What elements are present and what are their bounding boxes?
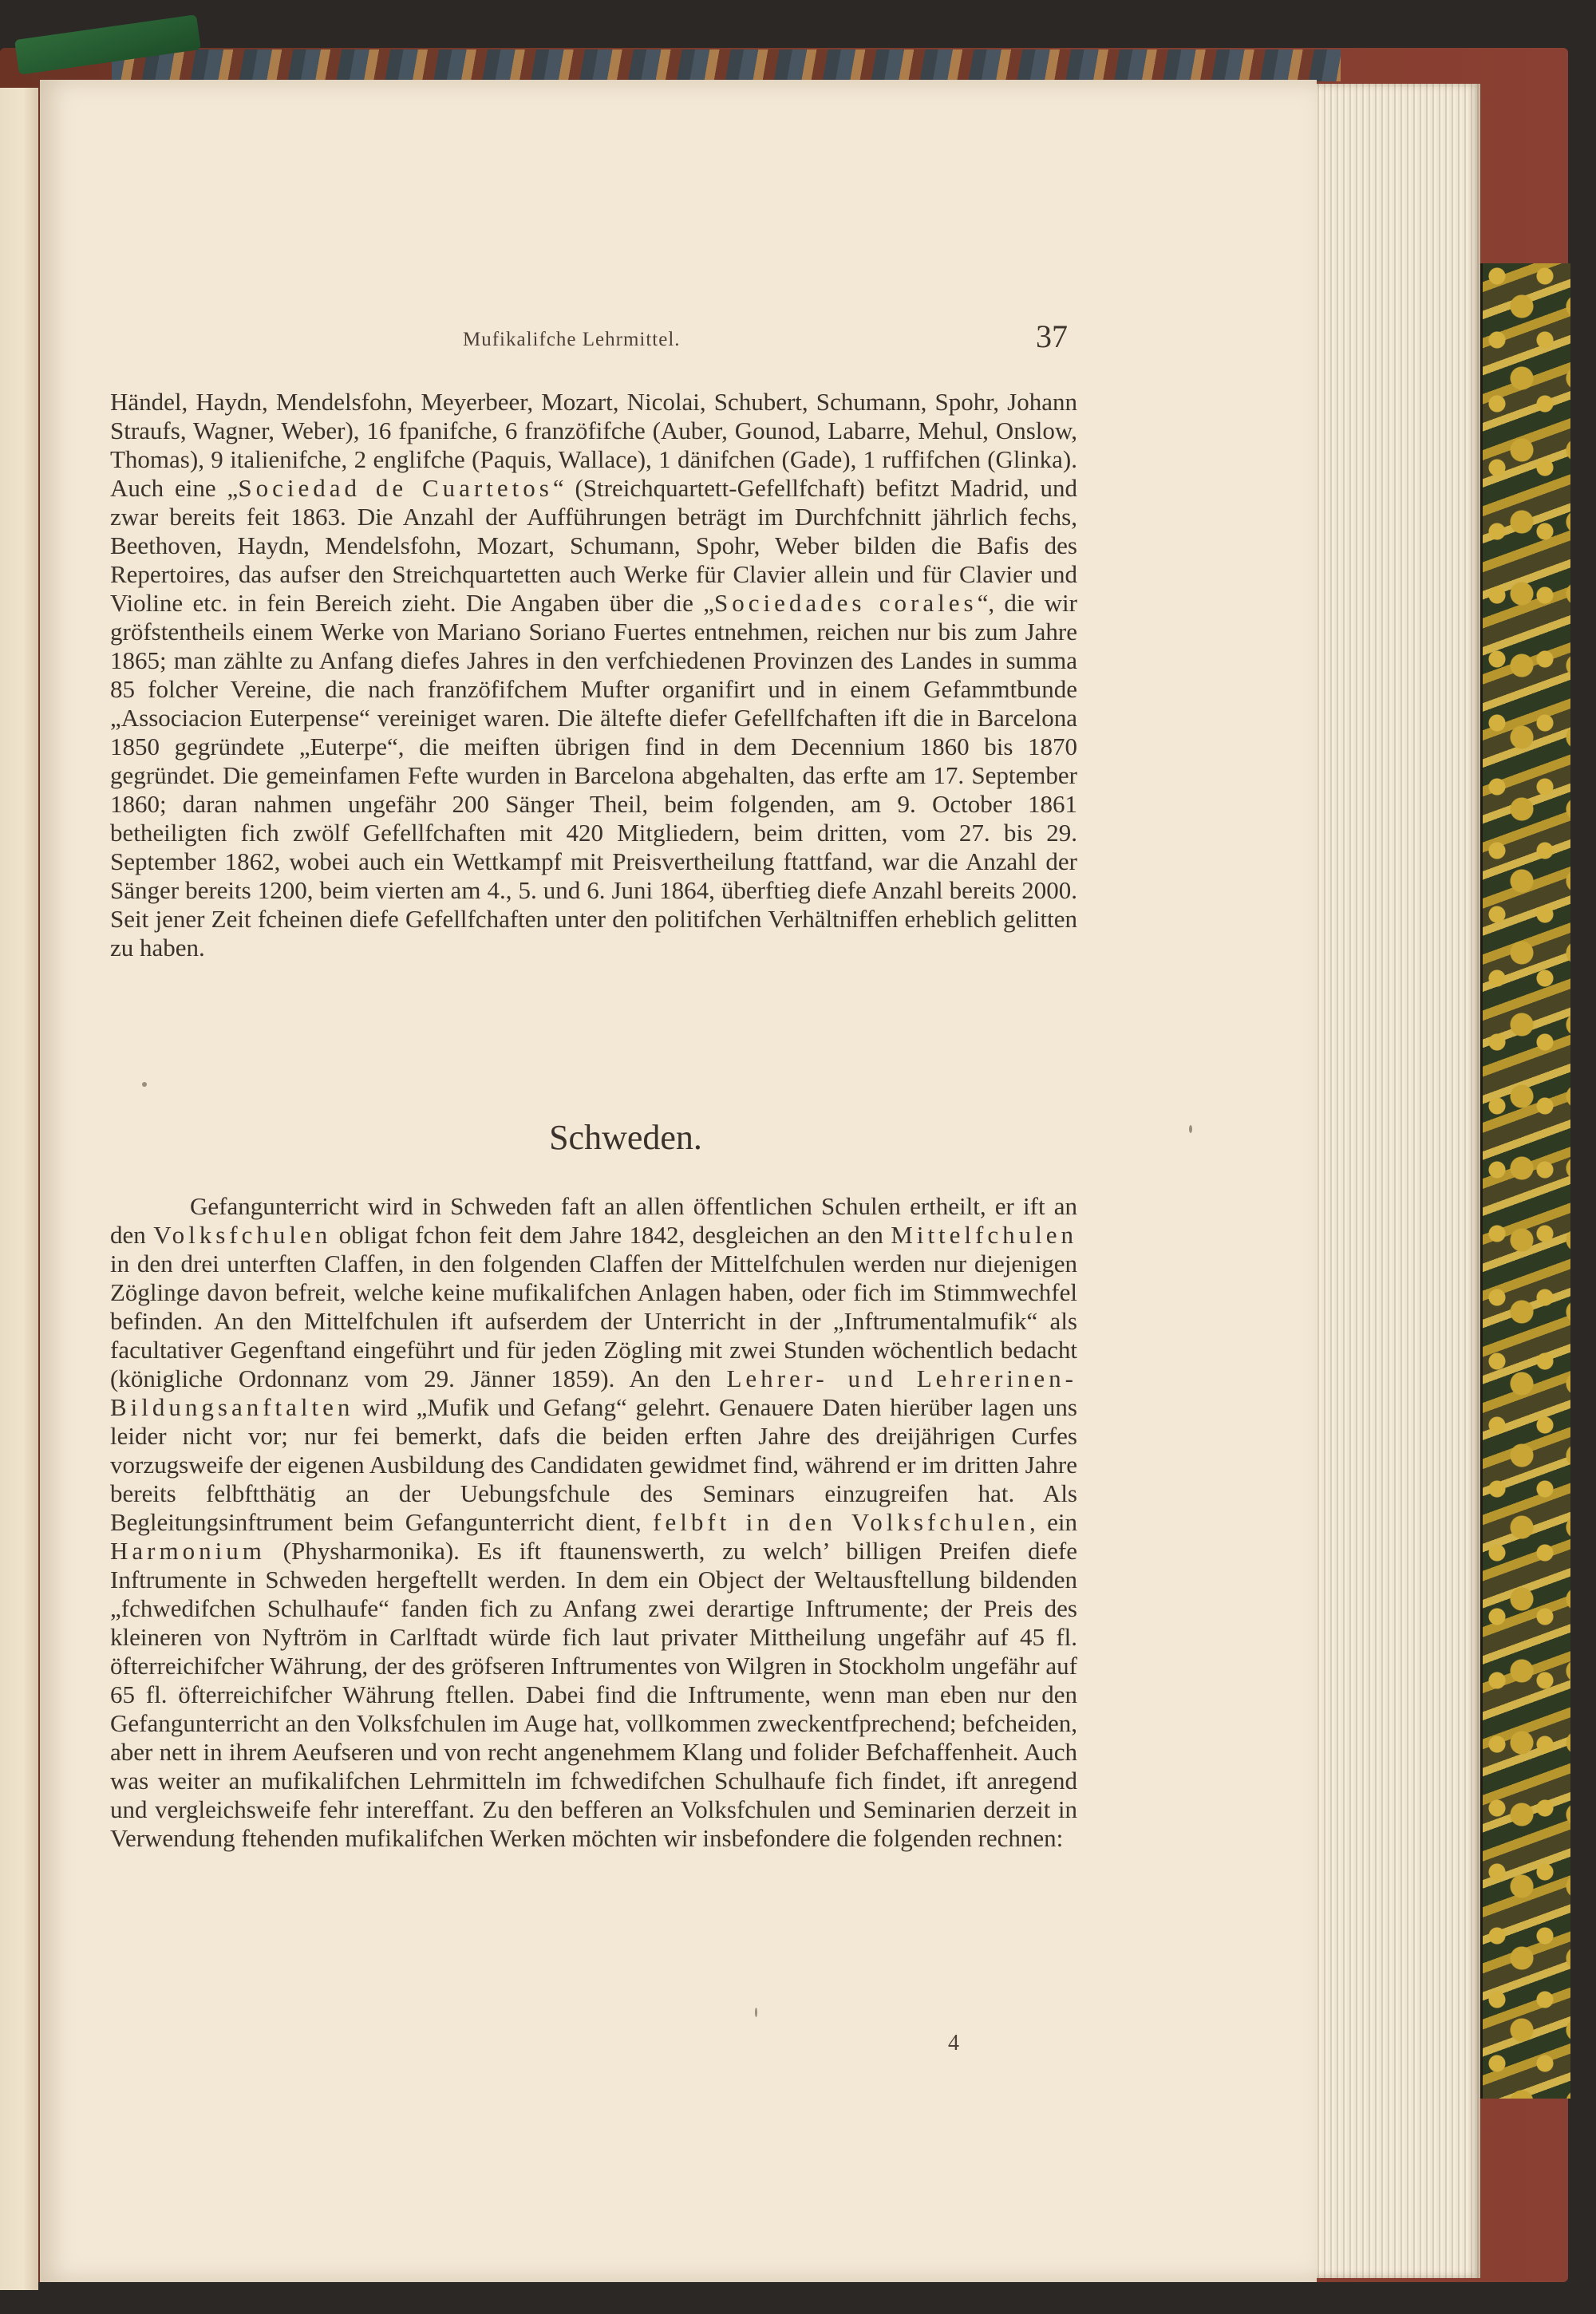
- emphasis-spaced: Volksfchulen: [153, 1221, 332, 1249]
- section-heading-text: Schweden.: [549, 1118, 702, 1157]
- section-heading: [40, 1117, 1317, 1158]
- emphasis-spaced: Sociedad de Cuartetos: [238, 474, 553, 502]
- emphasis-spaced: Harmonium: [110, 1537, 266, 1565]
- text-run: “ (Streichquartett-Gefellfchaft) befitzt Madrid, und zwar bereits feit 1863. Die Anzahl der Aufführungen beträgt im Durchfchnitt jährlich fechs, Beethoven, Haydn, Mendelsfohn, Mozart, Schumann, Spohr, Weber bilden die Bafis des Repertoires, das aufser den Streichquartetten auch Werke für Clavier allein und für Clavier und Violine etc. in fein Bereich zieht. Die Angaben über die „: [110, 474, 1078, 617]
- page-block-edge: [1309, 84, 1480, 2278]
- page-number: 37: [1036, 318, 1068, 354]
- text-run: “, die wir gröfstentheils einem Werke von Mariano Soriano Fuertes entnehmen, reichen nur bis zum Jahre 1865; man zählte zu Anfang diefes Jahres in den verfchiedenen Provinzen des Landes in summa 85 folcher Vereine, die nach franzöfifchem Mufter organifirt und in einem Gefammtbunde „Associacion Euterpense“ vereiniget waren. Die ältefte diefer Gefellfchaften ift die in Barcelona 1850 gegründete „Euterpe“, die meiften übrigen find in dem Decennium 1860 bis 1870 gegründet. Die gemeinfamen Fefte wurden in Barcelona abgehalten, das erfte am 17. September 1860; daran nahmen ungefähr 200 Sänger Theil, beim folgenden, am 9. October 1861 betheiligten fich zwölf Gefellfchaften mit 420 Mitgliedern, beim dritten, vom 27. bis 29. September 1862, wobei auch ein Wettkampf mit Preisvertheilung ftattfand, war die Anzahl der Sänger bereits 1200, beim vierten am 4., 5. und 6. Juni 1864, überftieg diefe Anzahl bereits 2000. Seit jener Zeit fcheinen diefe Gefellfchaften unter den politifchen Verhältniffen erheblich gelitten zu haben.: [110, 589, 1077, 962]
- paper-speck: [142, 1082, 147, 1087]
- emphasis-spaced: Mittelfchulen: [891, 1221, 1077, 1249]
- paragraph-spain-societies: [110, 388, 1077, 962]
- text-run: Gefangunterricht wird in Schweden faft an allen öffentlichen Schulen ertheilt, er ift an den: [110, 1192, 1077, 1249]
- emphasis-spaced: Lehrer- und Lehrerinen-Bildungsanftalten: [110, 1364, 1077, 1421]
- emphasis-spaced: Sociedades corales: [713, 589, 978, 617]
- marbled-cover-edge: [112, 49, 1341, 81]
- text-run: wird „Mufik und Gefang“ gelehrt. Genauere Daten hierüber lagen uns leider nicht vor; nur fei bemerkt, dafs die beiden erften Jahre des dreijährigen Curfes vorzugsweife der eigenen Ausbildung des Candidaten gewidmet find, während er im dritten Jahre bereits felbftthätig an der Uebungsfchule des Seminars einzugreifen hat. Als Begleitungsinftrument beim Gefangunterricht dient,: [110, 1393, 1077, 1536]
- paper-speck: [1189, 1125, 1192, 1133]
- text-run: , ein: [1029, 1508, 1077, 1536]
- previous-page-edge: [0, 88, 38, 2290]
- text-run: (Physharmonika). Es ift ftaunenswerth, zu welch’ billigen Preifen diefe Inftrumente in Schweden hergeftellt werden. In dem ein Object der Weltausftellung bildenden „fchwedifchen Schulhaufe“ fanden fich zu Anfang zwei derartige Inftrumente; der Preis des kleineren von Nyftröm in Carlftadt würde fich laut privater Mittheilung ungefähr auf 45 fl. öfterreichifcher Währung, der des gröfseren Inftrumentes von Wilgren in Stockholm ungefähr auf 65 fl. öfterreichifcher Währung ftellen. Dabei find die Inftrumente, wenn man eben nur den Gefangunterricht an den Volksfchulen im Auge hat, vollkommen zweckentfprechend; befcheiden, aber nett in ihrem Aeufseren und von recht angenehmem Klang und folider Befchaffenheit. Auch was weiter an mufikalifchen Lehrmitteln im fchwedifchen Schulhaufe fich findet, ift anregend und vergleichsweife fehr intereffant. Zu den befferen an Volksfchulen und Seminarien derzeit in Verwendung ftehenden mufikalifchen Werken möchten wir insbefondere die folgenden rechnen:: [110, 1537, 1077, 1852]
- signature-mark: 4: [948, 2031, 959, 2055]
- text-run: Händel, Haydn, Mendelsfohn, Meyerbeer, Mozart, Nicolai, Schubert, Schumann, Spohr, Johann Straufs, Wagner, Weber), 16 fpanifche, 6 franzöfifche (Auber, Gounod, Labarre, Mehul, Onslow, Thomas), 9 italienifche, 2 englifche (Paquis, Wallace), 1 dänifchen (Gade), 1 ruffifchen (Glinka). Auch eine „: [110, 388, 1077, 502]
- paragraph-sweden: [110, 1192, 1077, 1853]
- text-run: in den drei unterften Claffen, in den folgenden Claffen der Mittelfchulen werden nur diejenigen Zöglinge davon befreit, welche keine mufikalifchen Anlagen haben, oder fich im Stimmwechfel befinden. An den Mittelfchulen ift aufserdem der Unterricht in der „Inftrumentalmufik“ als facultativer Gegenftand eingeführt und für jeden Zögling mit zwei Stunden wöchentlich bedacht (königliche Ordonnanz vom 29. Jänner 1859). An den: [110, 1250, 1077, 1392]
- emphasis-spaced: felbft in den Volksfchulen: [653, 1508, 1029, 1536]
- marbled-spine: [1480, 263, 1570, 2099]
- text-run: obligat fchon feit dem Jahre 1842, desgleichen an den: [331, 1221, 891, 1249]
- running-head: Mufikalifche Lehrmittel.: [463, 329, 681, 350]
- paper-speck: [755, 2008, 757, 2017]
